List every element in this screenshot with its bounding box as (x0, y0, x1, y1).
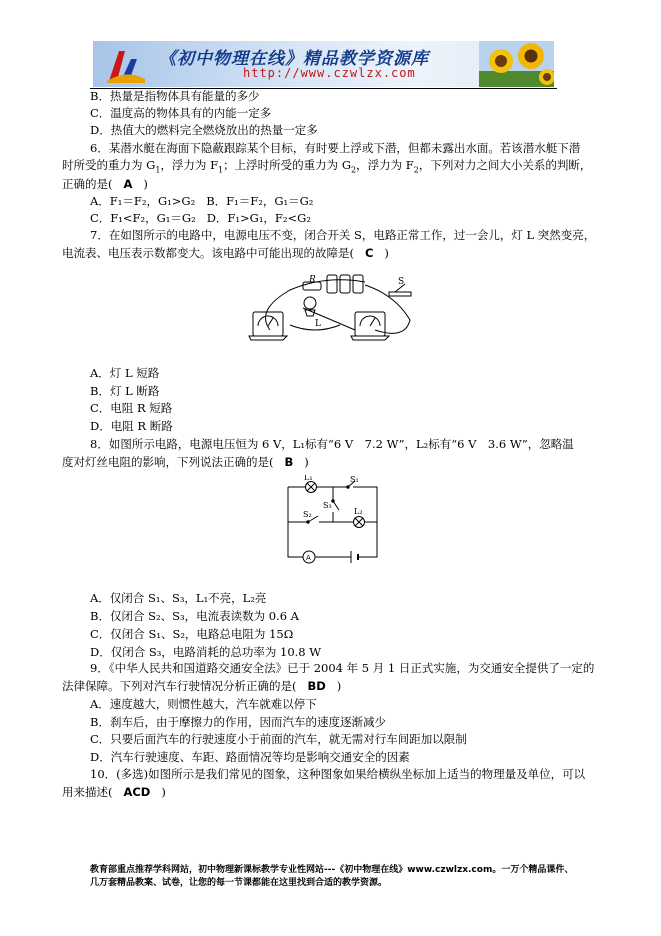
q8-label-ammeter: A (306, 554, 311, 562)
q9-stem-line1: 9．《中华人民共和国道路交通安全法》已于 2004 年 5 月 1 日正式实施，为交通安全提供了一定的 (90, 661, 595, 675)
q6-options-row2 (90, 210, 311, 227)
q6-option-b: B．F₁＝F₂，G₁＝G₂ (206, 194, 314, 208)
footer-line1: 教育部重点推荐学科网站，初中物理新课标教学专业性网站---《初中物理在线》www.czwlzx.com。一万个精品课件、 (90, 865, 574, 875)
q10-stem-line2: 用来描述( ACD ) (62, 785, 166, 799)
q6-option-a: A．F₁＝F₂，G₁>G₂ (90, 194, 196, 208)
q7-answer: C (364, 246, 374, 260)
header-title: 《初中物理在线》精品教学资源库 (159, 49, 429, 69)
q6-answer: A (123, 177, 133, 191)
q6-stem-line1: 6．某潜水艇在海面下隐蔽跟踪某个目标，有时要上浮或下潜，但都未露出水面。若该潜水艇下潜 (90, 141, 581, 155)
q6-options-row1 (90, 193, 313, 210)
site-logo (105, 45, 147, 85)
q7-option-d: D．电阻 R 断路 (90, 419, 173, 433)
q8-label-l1: L₁ (304, 475, 313, 482)
q8-label-l2: L₂ (354, 507, 363, 516)
q8-option-d: D．仅闭合 S₃，电路消耗的总功率为 10.8 W (90, 645, 322, 659)
q7-option-b: B．灯 L 断路 (90, 384, 160, 398)
q9-option-b: B．刹车后，由于摩擦力的作用，因而汽车的速度逐渐减少 (90, 715, 386, 729)
footer-line2: 几万套精品教案、试卷，让您的每一节课都能在这里找到合适的教学资源。 (90, 878, 388, 888)
q8-label-s3: S₃ (323, 501, 332, 510)
q7-option-c: C．电阻 R 短路 (90, 401, 173, 415)
q9-option-c: C．只要后面汽车的行驶速度小于前面的汽车，就无需对行车间距加以限制 (90, 732, 467, 746)
q8-stem-line2: 度对灯丝电阻的影响，下列说法正确的是( B ) (62, 455, 309, 469)
q5-option-b: B．热量是指物体具有能量的多少 (90, 89, 260, 103)
q8-circuit-figure (283, 475, 383, 570)
q9-option-d: D．汽车行驶速度、车距、路面情况等均是影响交通安全的因素 (90, 750, 410, 764)
q7-label-r: R (309, 275, 316, 285)
q6-option-d: D．F₁>G₁，F₂<G₂ (206, 211, 311, 225)
q6-option-c: C．F₁<F₂，G₁＝G₂ (90, 211, 196, 225)
q9-option-a: A．速度越大，则惯性越大，汽车就难以停下 (90, 697, 317, 711)
q8-stem-line1: 8．如图所示电路，电源电压恒为 6 V，L₁标有“6 V 7.2 W”，L₂标有“6 V 3.6 W”，忽略温 (90, 437, 574, 451)
q10-answer: ACD (123, 785, 151, 799)
q7-label-s: S (398, 277, 405, 287)
q7-option-a: A．灯 L 短路 (90, 366, 160, 380)
q8-label-s2: S₂ (303, 510, 312, 519)
q5-option-c: C．温度高的物体具有的内能一定多 (90, 106, 272, 120)
q7-label-l: L (315, 319, 321, 329)
q7-stem-line1: 7．在如图所示的电路中，电源电压不变，闭合开关 S，电路正常工作，过一会儿，灯 L 突然变亮， (90, 228, 596, 242)
header-banner (93, 41, 554, 87)
q8-option-b: B．仅闭合 S₂、S₃，电流表读数为 0.6 A (90, 609, 299, 623)
sunflower-image (479, 41, 554, 87)
q6-stem-line2: 时所受的重力为 $G_1$，浮力为 $F_1$；上浮时所受的重力为 $G_2$，浮力为 $F_2$，下列对力之间大小关系的判断， (62, 158, 592, 175)
q8-option-c: C．仅闭合 S₁、S₂，电路总电阻为 15Ω (90, 627, 294, 641)
header-url[interactable]: http://www.czwlzx.com (243, 66, 416, 80)
q9-answer: BD (307, 679, 326, 693)
q8-label-s1: S₁ (350, 475, 359, 484)
q7-stem-line2: 电流表、电压表示数都变大。该电路中可能出现的故障是( C ) (62, 246, 389, 260)
q8-option-a: A．仅闭合 S₁、S₃，L₁不亮，L₂亮 (90, 591, 267, 605)
q10-stem-line1: 10．(多选)如图所示是我们常见的图象，这种图象如果给横纵坐标加上适当的物理量及单位，可以 (90, 767, 586, 781)
q9-stem-line2: 法律保障。下列对汽车行驶情况分析正确的是( BD ) (62, 679, 342, 693)
q5-option-d: D．热值大的燃料完全燃烧放出的热量一定多 (90, 123, 318, 137)
q7-circuit-figure (245, 270, 420, 345)
q6-stem-line3: 正确的是( A ) (62, 177, 148, 191)
q8-answer: B (284, 455, 294, 469)
